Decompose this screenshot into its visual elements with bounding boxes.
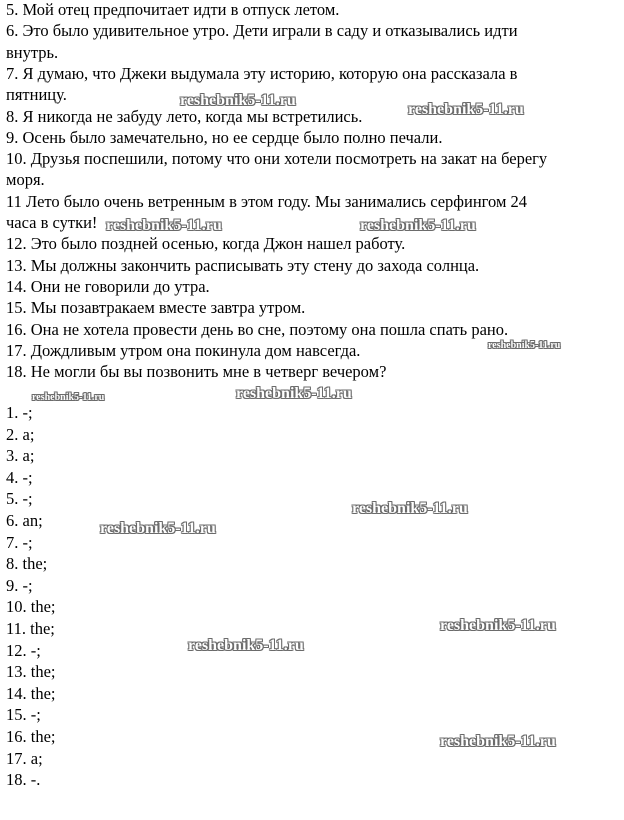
sentence-line: 12. Это было поздней осенью, когда Джон нашел работу. <box>6 234 406 254</box>
answer-item: 14. the; <box>6 683 56 703</box>
answer-item: 4. -; <box>6 467 33 487</box>
watermark-text: reshebnik5-11.ru <box>236 385 352 402</box>
watermark-text: reshebnik5-11.ru <box>32 392 105 403</box>
sentence-line: 17. Дождливым утром она покинула дом навсегда. <box>6 340 361 360</box>
sentence-line: 10. Друзья поспешили, потому что они хотели посмотреть на закат на берегу <box>6 149 548 169</box>
watermark-text: reshebnik5-11.ru <box>408 101 524 118</box>
watermark-text: reshebnik5-11.ru <box>180 92 296 109</box>
answer-item: 16. the; <box>6 727 56 746</box>
answer-item: 6. an; <box>6 511 43 530</box>
watermark-text: reshebnik5-11.ru <box>440 733 556 750</box>
watermark-text: reshebnik5-11.ru <box>352 500 468 517</box>
answer-item: 13. the; <box>6 662 56 682</box>
sentence-line: 9. Осень было замечательно, но ее сердце было полно печали. <box>6 127 443 147</box>
sentence-line: пятницу. <box>6 85 67 105</box>
answer-item: 15. -; <box>6 705 41 725</box>
watermark-text: reshebnik5-11.ru <box>106 217 222 234</box>
watermark-text: reshebnik5-11.ru <box>188 637 304 654</box>
sentence-line: 5. Мой отец предпочитает идти в отпуск летом. <box>6 0 340 19</box>
answer-item: 3. a; <box>6 446 35 466</box>
answer-item: 12. -; <box>6 640 41 660</box>
answer-item: 10. the; <box>6 597 56 617</box>
sentence-line: 16. Она не хотела провести день во сне, поэтому она пошла спать рано. <box>6 319 509 339</box>
answer-item: 1. -; <box>6 403 33 422</box>
sentence-line: 13. Мы должны закончить расписывать эту стену до захода солнца. <box>6 255 480 275</box>
answer-item: 5. -; <box>6 489 33 509</box>
watermark-text: reshebnik5-11.ru <box>100 520 216 537</box>
watermark-text: reshebnik5-11.ru <box>360 217 476 234</box>
sentence-line: внутрь. <box>6 42 59 62</box>
sentence-line: 11 Лето было очень ветренным в этом году. Мы занимались серфингом 24 <box>6 191 528 211</box>
answer-item: 2. a; <box>6 424 35 444</box>
sentence-line: моря. <box>6 170 45 190</box>
answer-item: 7. -; <box>6 532 33 552</box>
sentence-line: 14. Они не говорили до утра. <box>6 276 210 296</box>
sentence-line: 6. Это было удивительное утро. Дети играли в саду и отказывались идти <box>6 21 518 41</box>
sentence-line: 18. Не могли бы вы позвонить мне в четверг вечером? <box>6 362 387 382</box>
watermark-text: reshebnik5-11.ru <box>440 617 556 634</box>
sentence-line: часа в сутки! <box>6 213 98 232</box>
sentence-line: 7. Я думаю, что Джеки выдумала эту историю, которую она рассказала в <box>6 63 518 83</box>
answer-item: 17. a; <box>6 748 43 768</box>
sentence-line: 8. Я никогда не забуду лето, когда мы встретились. <box>6 106 363 126</box>
answer-item: 8. the; <box>6 554 48 574</box>
answer-item: 11. the; <box>6 619 55 638</box>
watermark-text: reshebnik5-11.ru <box>488 340 561 351</box>
answer-item: 18. -. <box>6 770 41 790</box>
sentence-line: 15. Мы позавтракаем вместе завтра утром. <box>6 298 306 318</box>
answer-item: 9. -; <box>6 575 33 595</box>
